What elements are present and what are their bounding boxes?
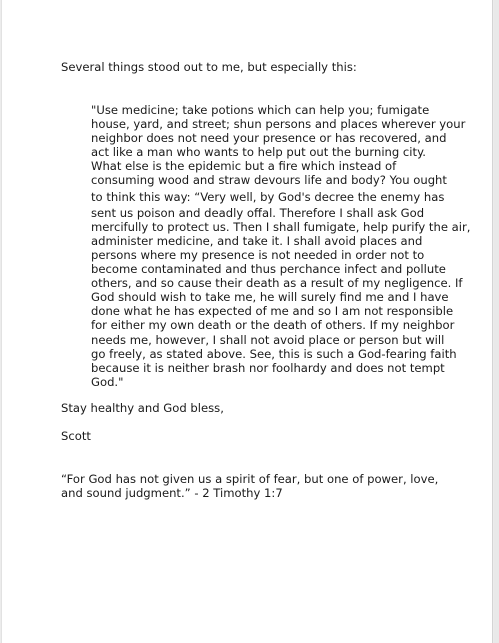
quote-line: administer medicine, and take it. I shall avoid places and — [91, 233, 423, 248]
quote-line: go freely, as stated above. See, this is such a God-fearing faith — [91, 346, 457, 361]
bible-verse — [61, 472, 438, 501]
quote-line: God." — [91, 374, 124, 389]
signoff: Stay healthy and God bless, — [61, 401, 224, 415]
quote-line: others, and so cause their death as a result of my negligence. If — [91, 276, 463, 291]
intro-paragraph: Several things stood out to me, but especially this: — [61, 60, 357, 74]
document-page — [1, 0, 493, 643]
quote-line: house, yard, and street; shun persons and places wherever your — [91, 117, 466, 132]
quote-line: mercifully to protect us. Then I shall fumigate, help purify the air, — [91, 219, 471, 234]
quote-line: done what he has expected of me and so I am not responsible — [91, 304, 454, 319]
quote-line: for either my own death or the death of others. If my neighbor — [91, 318, 455, 333]
verse-line: and sound judgment.” - 2 Timothy 1:7 — [61, 486, 283, 501]
quote-line: because it is neither brash nor foolhardy and does not tempt — [91, 360, 445, 375]
quote-line: sent us poison and deadly offal. Therefore I shall ask God — [91, 205, 425, 220]
quote-line: God should wish to take me, he will surely find me and I have — [91, 290, 449, 305]
quote-line: persons where my presence is not needed in order not to — [91, 247, 425, 262]
quote-line: neighbor does not need your presence or has recovered, and — [91, 131, 447, 146]
quote-line: needs me, however, I shall not avoid place or person but will — [91, 332, 445, 347]
quote-line: What else is the epidemic but a fire which instead of — [91, 159, 397, 174]
quote-line: "Use medicine; take potions which can help you; fumigate — [91, 103, 430, 117]
quote-line: to think this way: “Very well, by God's decree the enemy has — [91, 189, 445, 204]
quote-line: consuming wood and straw devours life and body? You ought — [91, 173, 447, 188]
quote-line: become contaminated and thus perchance infect and pollute — [91, 262, 446, 277]
viewer-scrollbar[interactable] — [494, 0, 499, 643]
signature: Scott — [61, 429, 91, 443]
verse-line: “For God has not given us a spirit of fear, but one of power, love, — [61, 472, 439, 486]
block-quote — [91, 103, 491, 389]
quote-line: act like a man who wants to help put out the burning city. — [91, 145, 426, 160]
